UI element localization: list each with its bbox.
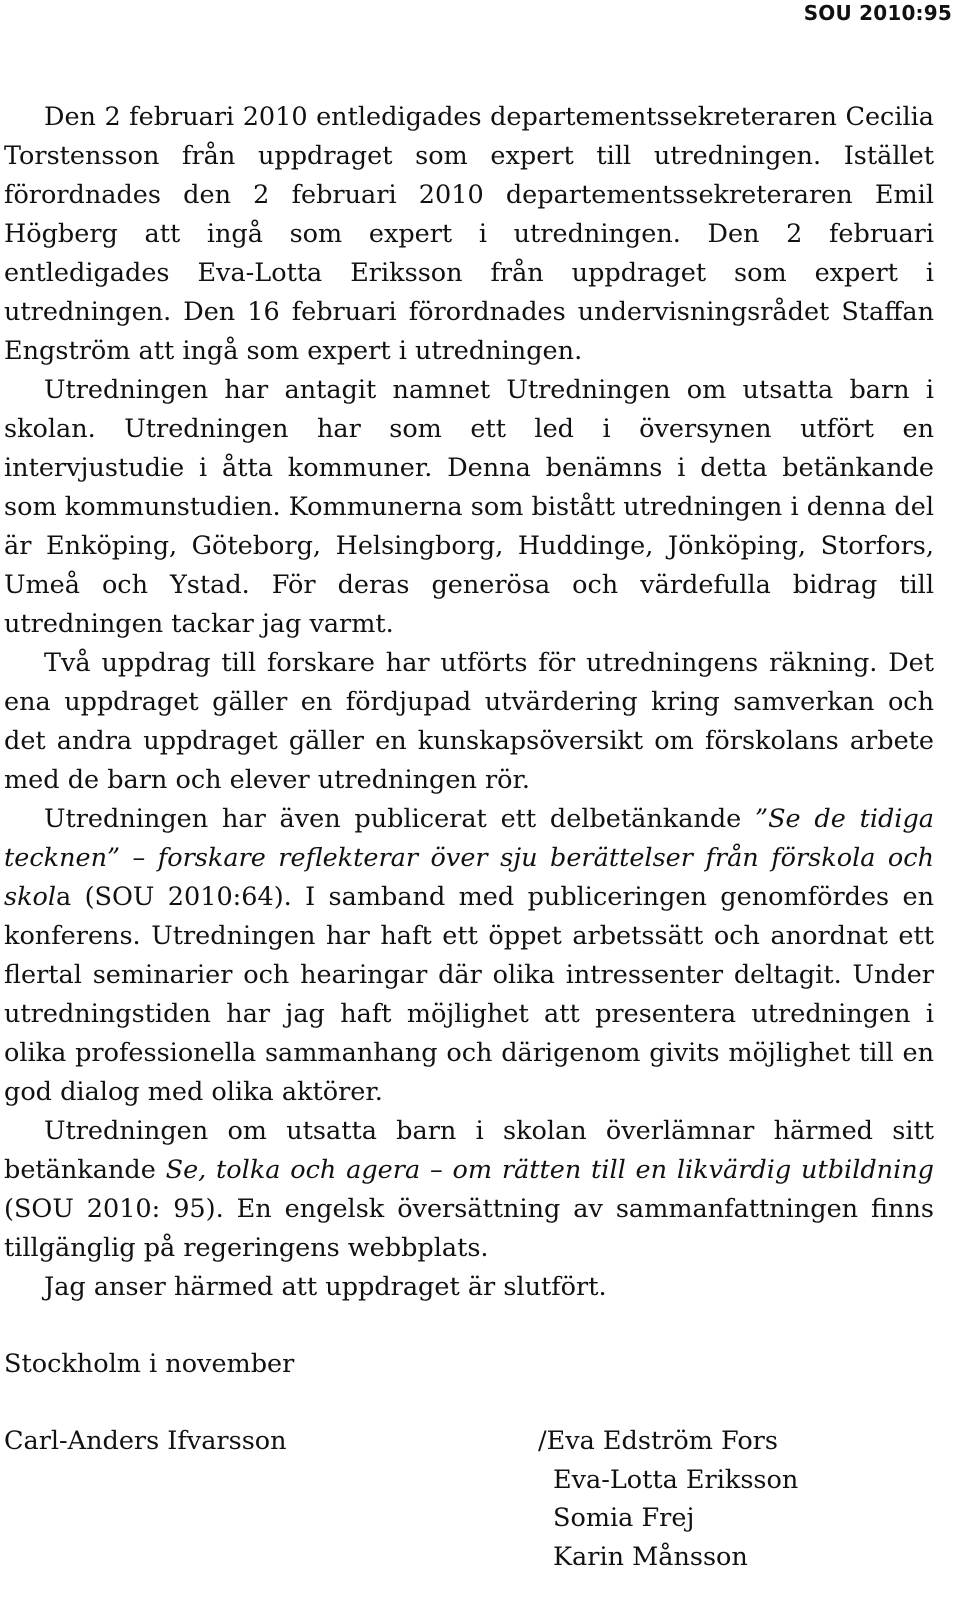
- secretariat-name: /Eva Edström Fors: [538, 1426, 778, 1456]
- secretariat-name: Somia Frej: [553, 1503, 695, 1533]
- paragraph-research-assignments: Två uppdrag till forskare har utförts för utredningens räkning. Det ena uppdraget gäller en fördjupad utvärdering kring samverkan och det andra uppdraget gäller en kunskapsöversikt om förskolans arbete med de barn och elever utredningen rör.: [4, 648, 934, 795]
- paragraph-interim-report-pre: Utredningen har även publicerat ett delbetänkande: [44, 804, 756, 834]
- report-title: Se, tolka och agera – om rätten till en likvärdig utbildning: [165, 1155, 934, 1185]
- paragraph-interim-report: [4, 800, 934, 1112]
- paragraph-conclusion: Jag anser härmed att uppdraget är slutfört.: [44, 1272, 607, 1302]
- paragraph-interim-report-post: a (SOU 2010:64). I samband med publiceringen genomfördes en konferens. Utredningen har haft ett öppet arbetssätt och anordnat ett flertal seminarier och hearingar där olika intressenter deltagit. Under utredningstiden har jag haft möjlighet att presentera utredningen i olika professionella sammanhang och därigenom givits möjlighet till en god dialog med olika aktörer.: [4, 882, 934, 1107]
- paragraph-kommunstudien: Utredningen har antagit namnet Utredningen om utsatta barn i skolan. Utredningen har som ett led i översynen utfört en intervjustudie i åtta kommuner. Denna benämns i detta betänkande som kommunstudien. Kommunerna som bistått utredningen i denna del är Enköping, Göteborg, Helsingborg, Huddinge, Jönköping, Storfors, Umeå och Ystad. För deras generösa och värdefulla bidrag till utredningen tackar jag varmt.: [4, 375, 934, 639]
- place-and-date: Stockholm i november: [4, 1349, 295, 1379]
- interim-report-title: ”Se de tidiga tecknen” – forskare reflekterar över sju berättelser från förskola och skol: [4, 804, 934, 912]
- signature-main: Carl-Anders Ifvarsson: [4, 1426, 287, 1456]
- secretariat-name: Karin Månsson: [553, 1541, 748, 1572]
- body-text: [4, 98, 934, 1307]
- secretariat-name: Eva-Lotta Eriksson: [553, 1464, 799, 1495]
- document-reference-code: SOU 2010:95: [803, 1, 952, 25]
- paragraph-handover: [4, 1112, 934, 1268]
- paragraph-handover-post: (SOU 2010: 95). En engelsk översättning av sammanfattningen finns tillgänglig på regeringens webbplats.: [4, 1194, 934, 1263]
- paragraph-experts: Den 2 februari 2010 entledigades departementssekreteraren Cecilia Torstensson från uppdraget som expert till utredningen. Istället förordnades den 2 februari 2010 departementssekreteraren Emil Högberg att ingå som expert i utredningen. Den 2 februari entledigades Eva-Lotta Eriksson från uppdraget som expert i utredningen. Den 16 februari förordnades undervisningsrådet Staffan Engström att ingå som expert i utredningen.: [4, 102, 934, 366]
- signature-secretariat: [538, 1422, 798, 1576]
- paragraph-handover-pre: Utredningen om utsatta barn i skolan överlämnar härmed sitt betänkande: [4, 1116, 934, 1185]
